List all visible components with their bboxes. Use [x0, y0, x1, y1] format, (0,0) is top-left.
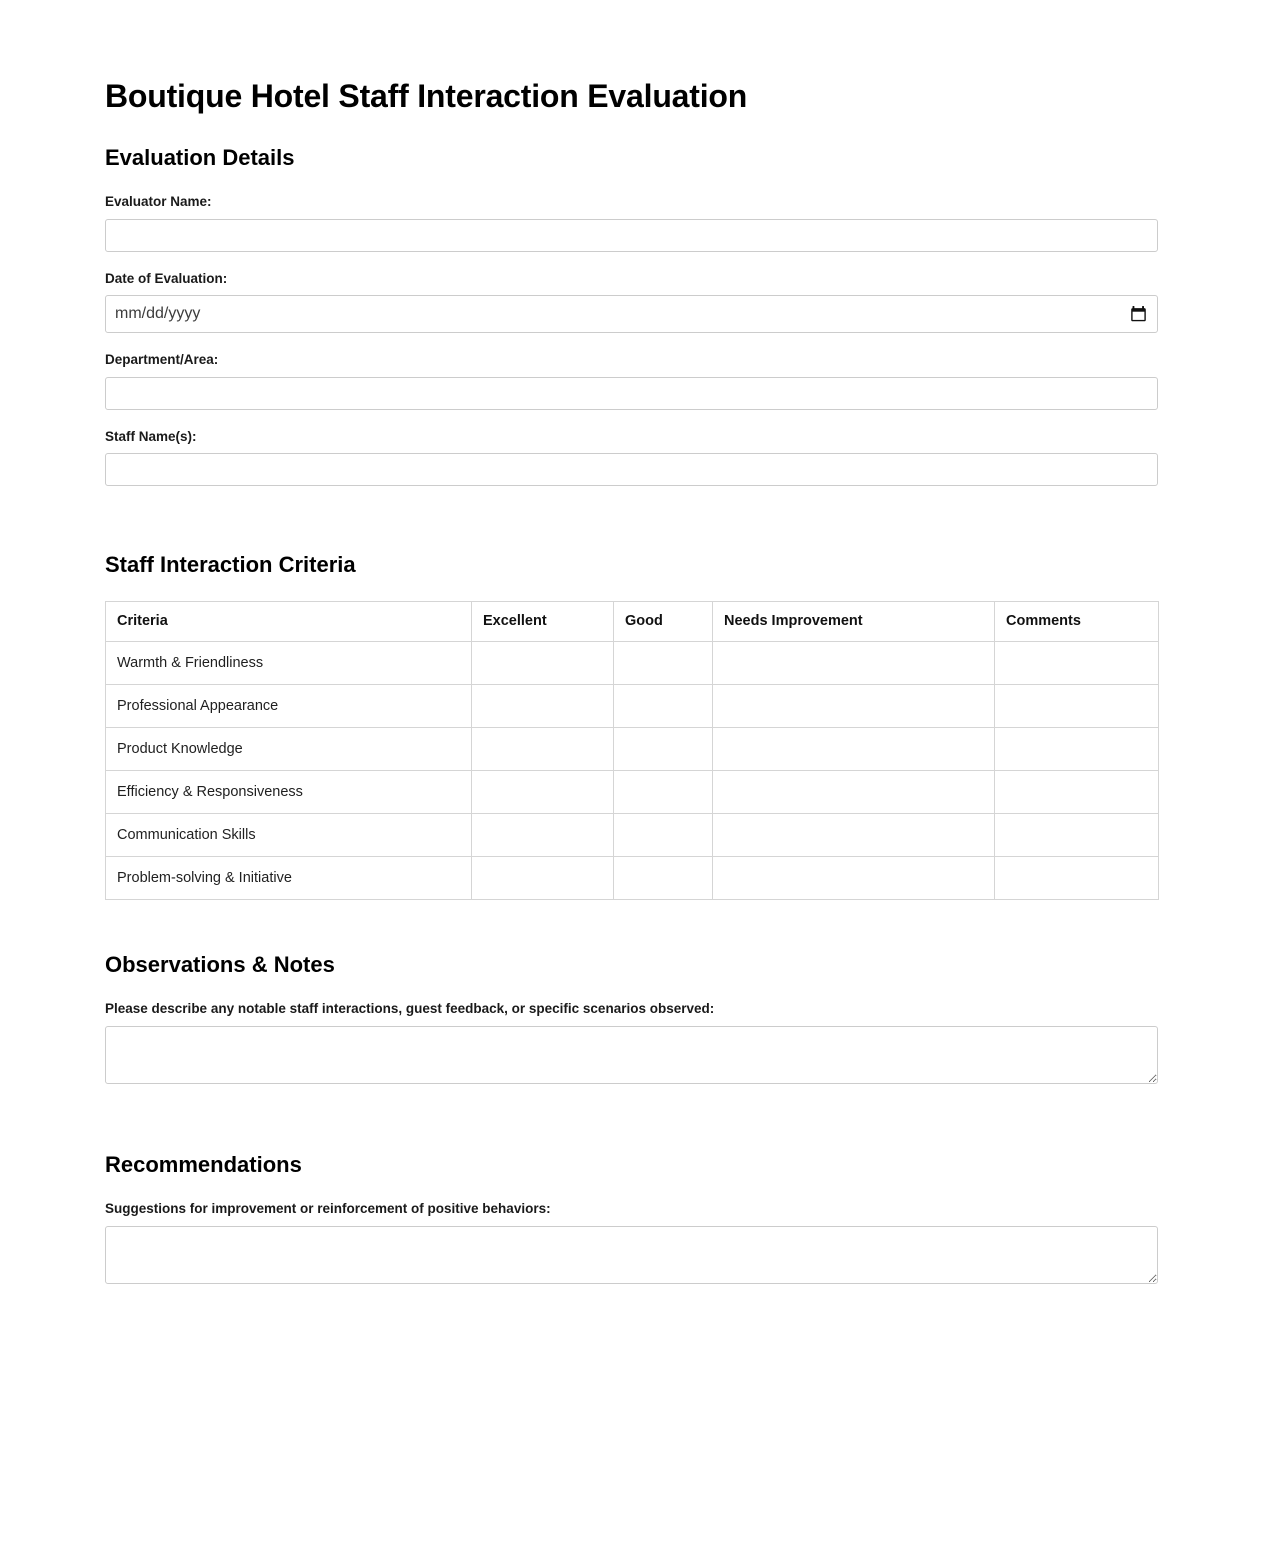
column-header-excellent: Excellent [472, 601, 614, 641]
table-header-row [106, 601, 1159, 641]
cell-criteria: Product Knowledge [106, 727, 472, 770]
date-of-evaluation-input[interactable] [105, 295, 1158, 333]
cell-criteria: Professional Appearance [106, 684, 472, 727]
evaluator-name-input[interactable] [105, 219, 1158, 252]
criteria-table-body [106, 641, 1159, 899]
section-heading-staff-interaction-criteria: Staff Interaction Criteria [105, 552, 356, 578]
cell-good[interactable] [614, 813, 713, 856]
cell-needs-improvement[interactable] [713, 641, 995, 684]
cell-excellent[interactable] [472, 684, 614, 727]
cell-comments[interactable] [995, 770, 1159, 813]
label-staff-names: Staff Name(s): [105, 428, 197, 444]
label-date-of-evaluation: Date of Evaluation: [105, 270, 228, 286]
bottom-spacer [105, 1284, 1158, 1544]
cell-criteria: Warmth & Friendliness [106, 641, 472, 684]
criteria-table-head [106, 601, 1159, 641]
cell-excellent[interactable] [472, 727, 614, 770]
cell-criteria: Communication Skills [106, 813, 472, 856]
cell-needs-improvement[interactable] [713, 727, 995, 770]
cell-comments[interactable] [995, 727, 1159, 770]
observations-section [105, 952, 1158, 1084]
cell-good[interactable] [614, 684, 713, 727]
date-input-wrapper [105, 295, 1158, 333]
spacer [105, 504, 1158, 552]
section-heading-recommendations: Recommendations [105, 1151, 302, 1177]
cell-needs-improvement[interactable] [713, 684, 995, 727]
cell-comments[interactable] [995, 856, 1159, 899]
cell-comments[interactable] [995, 641, 1159, 684]
column-header-good: Good [614, 601, 713, 641]
cell-criteria: Problem-solving & Initiative [106, 856, 472, 899]
cell-excellent[interactable] [472, 813, 614, 856]
cell-good[interactable] [614, 641, 713, 684]
department-area-input[interactable] [105, 377, 1158, 410]
table-row [106, 770, 1159, 813]
cell-needs-improvement[interactable] [713, 770, 995, 813]
cell-needs-improvement[interactable] [713, 856, 995, 899]
label-observations: Please describe any notable staff interactions, guest feedback, or specific scenarios observed: [105, 1001, 715, 1017]
calendar-icon[interactable] [1130, 306, 1147, 323]
field-staff-names [105, 428, 1158, 487]
table-row [106, 813, 1159, 856]
label-department-area: Department/Area: [105, 352, 219, 368]
page-title: Boutique Hotel Staff Interaction Evaluation [105, 78, 748, 114]
cell-good[interactable] [614, 856, 713, 899]
cell-excellent[interactable] [472, 770, 614, 813]
cell-comments[interactable] [995, 684, 1159, 727]
recommendations-textarea[interactable] [105, 1226, 1158, 1284]
cell-good[interactable] [614, 770, 713, 813]
column-header-criteria: Criteria [106, 601, 472, 641]
observations-textarea[interactable] [105, 1026, 1158, 1084]
table-row [106, 641, 1159, 684]
cell-needs-improvement[interactable] [713, 813, 995, 856]
field-date-of-evaluation [105, 270, 1158, 334]
cell-excellent[interactable] [472, 641, 614, 684]
cell-excellent[interactable] [472, 856, 614, 899]
column-header-needs-improvement: Needs Improvement [713, 601, 995, 641]
cell-criteria: Efficiency & Responsiveness [106, 770, 472, 813]
table-row [106, 727, 1159, 770]
criteria-table [105, 601, 1159, 900]
staff-names-input[interactable] [105, 453, 1158, 486]
cell-comments[interactable] [995, 813, 1159, 856]
table-row [106, 856, 1159, 899]
column-header-comments: Comments [995, 601, 1159, 641]
field-evaluator-name [105, 193, 1158, 252]
date-placeholder-text: mm/dd/yyyy [115, 305, 201, 323]
table-row [106, 684, 1159, 727]
cell-good[interactable] [614, 727, 713, 770]
section-heading-observations-notes: Observations & Notes [105, 951, 335, 977]
label-evaluator-name: Evaluator Name: [105, 194, 212, 210]
section-heading-evaluation-details: Evaluation Details [105, 144, 295, 170]
field-department-area [105, 351, 1158, 410]
recommendations-section [105, 1152, 1158, 1284]
label-recommendations: Suggestions for improvement or reinforcement of positive behaviors: [105, 1201, 551, 1217]
